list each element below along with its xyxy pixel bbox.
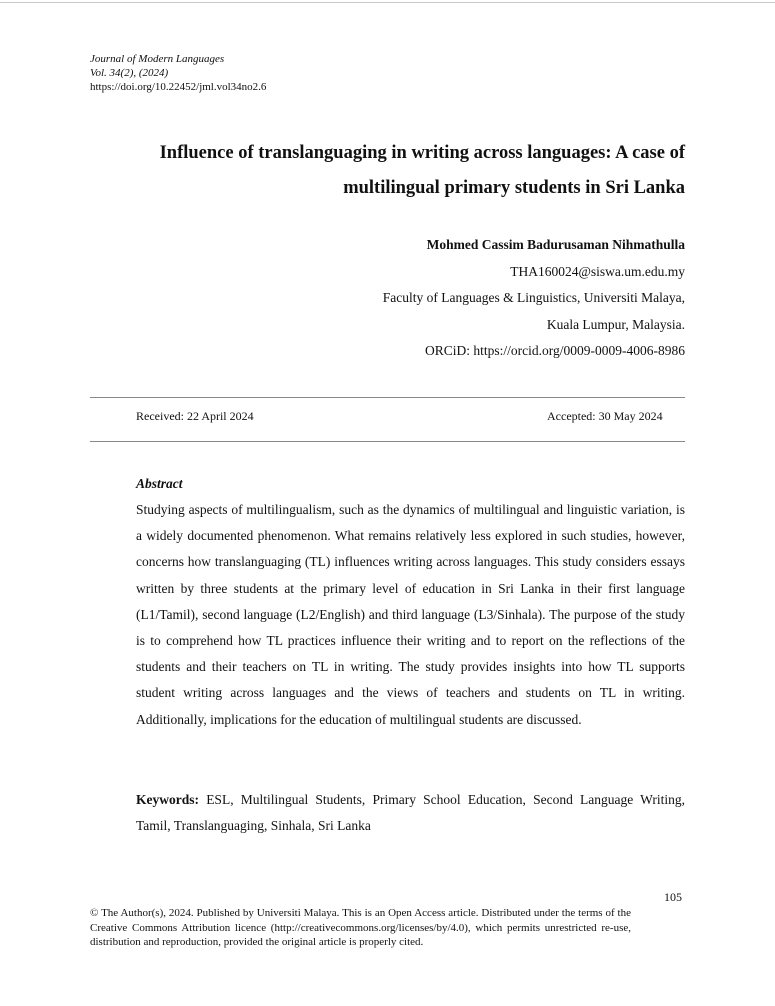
journal-info bbox=[90, 52, 266, 94]
author-orcid[interactable]: ORCiD: https://orcid.org/0009-0009-4006-8986 bbox=[425, 343, 685, 358]
abstract-section bbox=[136, 474, 685, 733]
abstract-text: Studying aspects of multilingualism, such as the dynamics of multilingual and linguistic variation, is a widely documented phenomenon. What remains relatively less explored in such studies, however, concerns how translanguaging (TL) influences writing across languages. This study considers essays written by three students at the primary level of education in Sri Lanka in their first language (L1/Tamil), second language (L2/English) and third language (L3/Sinhala). The purpose of the study is to comprehend how TL practices influence their writing and to report on the reflections of the students and their teachers on TL in writing. The study provides insights into how TL supports student writing across languages and the views of teachers and students on TL in writing. Additionally, implications for the education of multilingual students are discussed. bbox=[136, 502, 685, 727]
paper-title bbox=[100, 136, 685, 206]
received-date: Received: 22 April 2024 bbox=[136, 409, 254, 423]
author-email[interactable]: THA160024@siswa.um.edu.my bbox=[510, 263, 685, 279]
paper-title-line-2: multilingual primary students in Sri Lanka bbox=[343, 178, 685, 198]
dates-bottom-rule bbox=[90, 441, 685, 442]
author-block bbox=[300, 232, 685, 365]
keywords-heading: Keywords: bbox=[136, 792, 199, 807]
journal-volume: Vol. 34(2), (2024) bbox=[90, 67, 169, 79]
journal-doi[interactable]: https://doi.org/10.22452/jml.vol34no2.6 bbox=[90, 81, 267, 93]
license-footer: © The Author(s), 2024. Published by Universiti Malaya. This is an Open Access article. Distributed under the terms of the Creative Commons Attribution licence (http://creativecommons.org/licenses/by/4.0), which permits unrestricted re-use, distribution and reproduction, provided the original article is properly cited. bbox=[90, 907, 631, 948]
journal-name: Journal of Modern Languages bbox=[90, 53, 225, 65]
dates-top-rule bbox=[90, 397, 685, 398]
author-affiliation-2: Kuala Lumpur, Malaysia. bbox=[546, 316, 685, 332]
abstract-heading: Abstract bbox=[136, 476, 183, 491]
author-affiliation-1: Faculty of Languages & Linguistics, Universiti Malaya, bbox=[382, 290, 685, 305]
page-number: 105 bbox=[664, 890, 682, 904]
keywords-text: ESL, Multilingual Students, Primary School Education, Second Language Writing, Tamil, Translanguaging, Sinhala, Sri Lanka bbox=[136, 792, 686, 833]
author-name: Mohmed Cassim Badurusaman Nihmathulla bbox=[426, 237, 685, 252]
accepted-date: Accepted: 30 May 2024 bbox=[547, 409, 663, 423]
keywords-section bbox=[136, 787, 685, 839]
page-top-border bbox=[0, 2, 775, 3]
paper-title-line-1: Influence of translanguaging in writing across languages: A case of bbox=[159, 143, 685, 163]
